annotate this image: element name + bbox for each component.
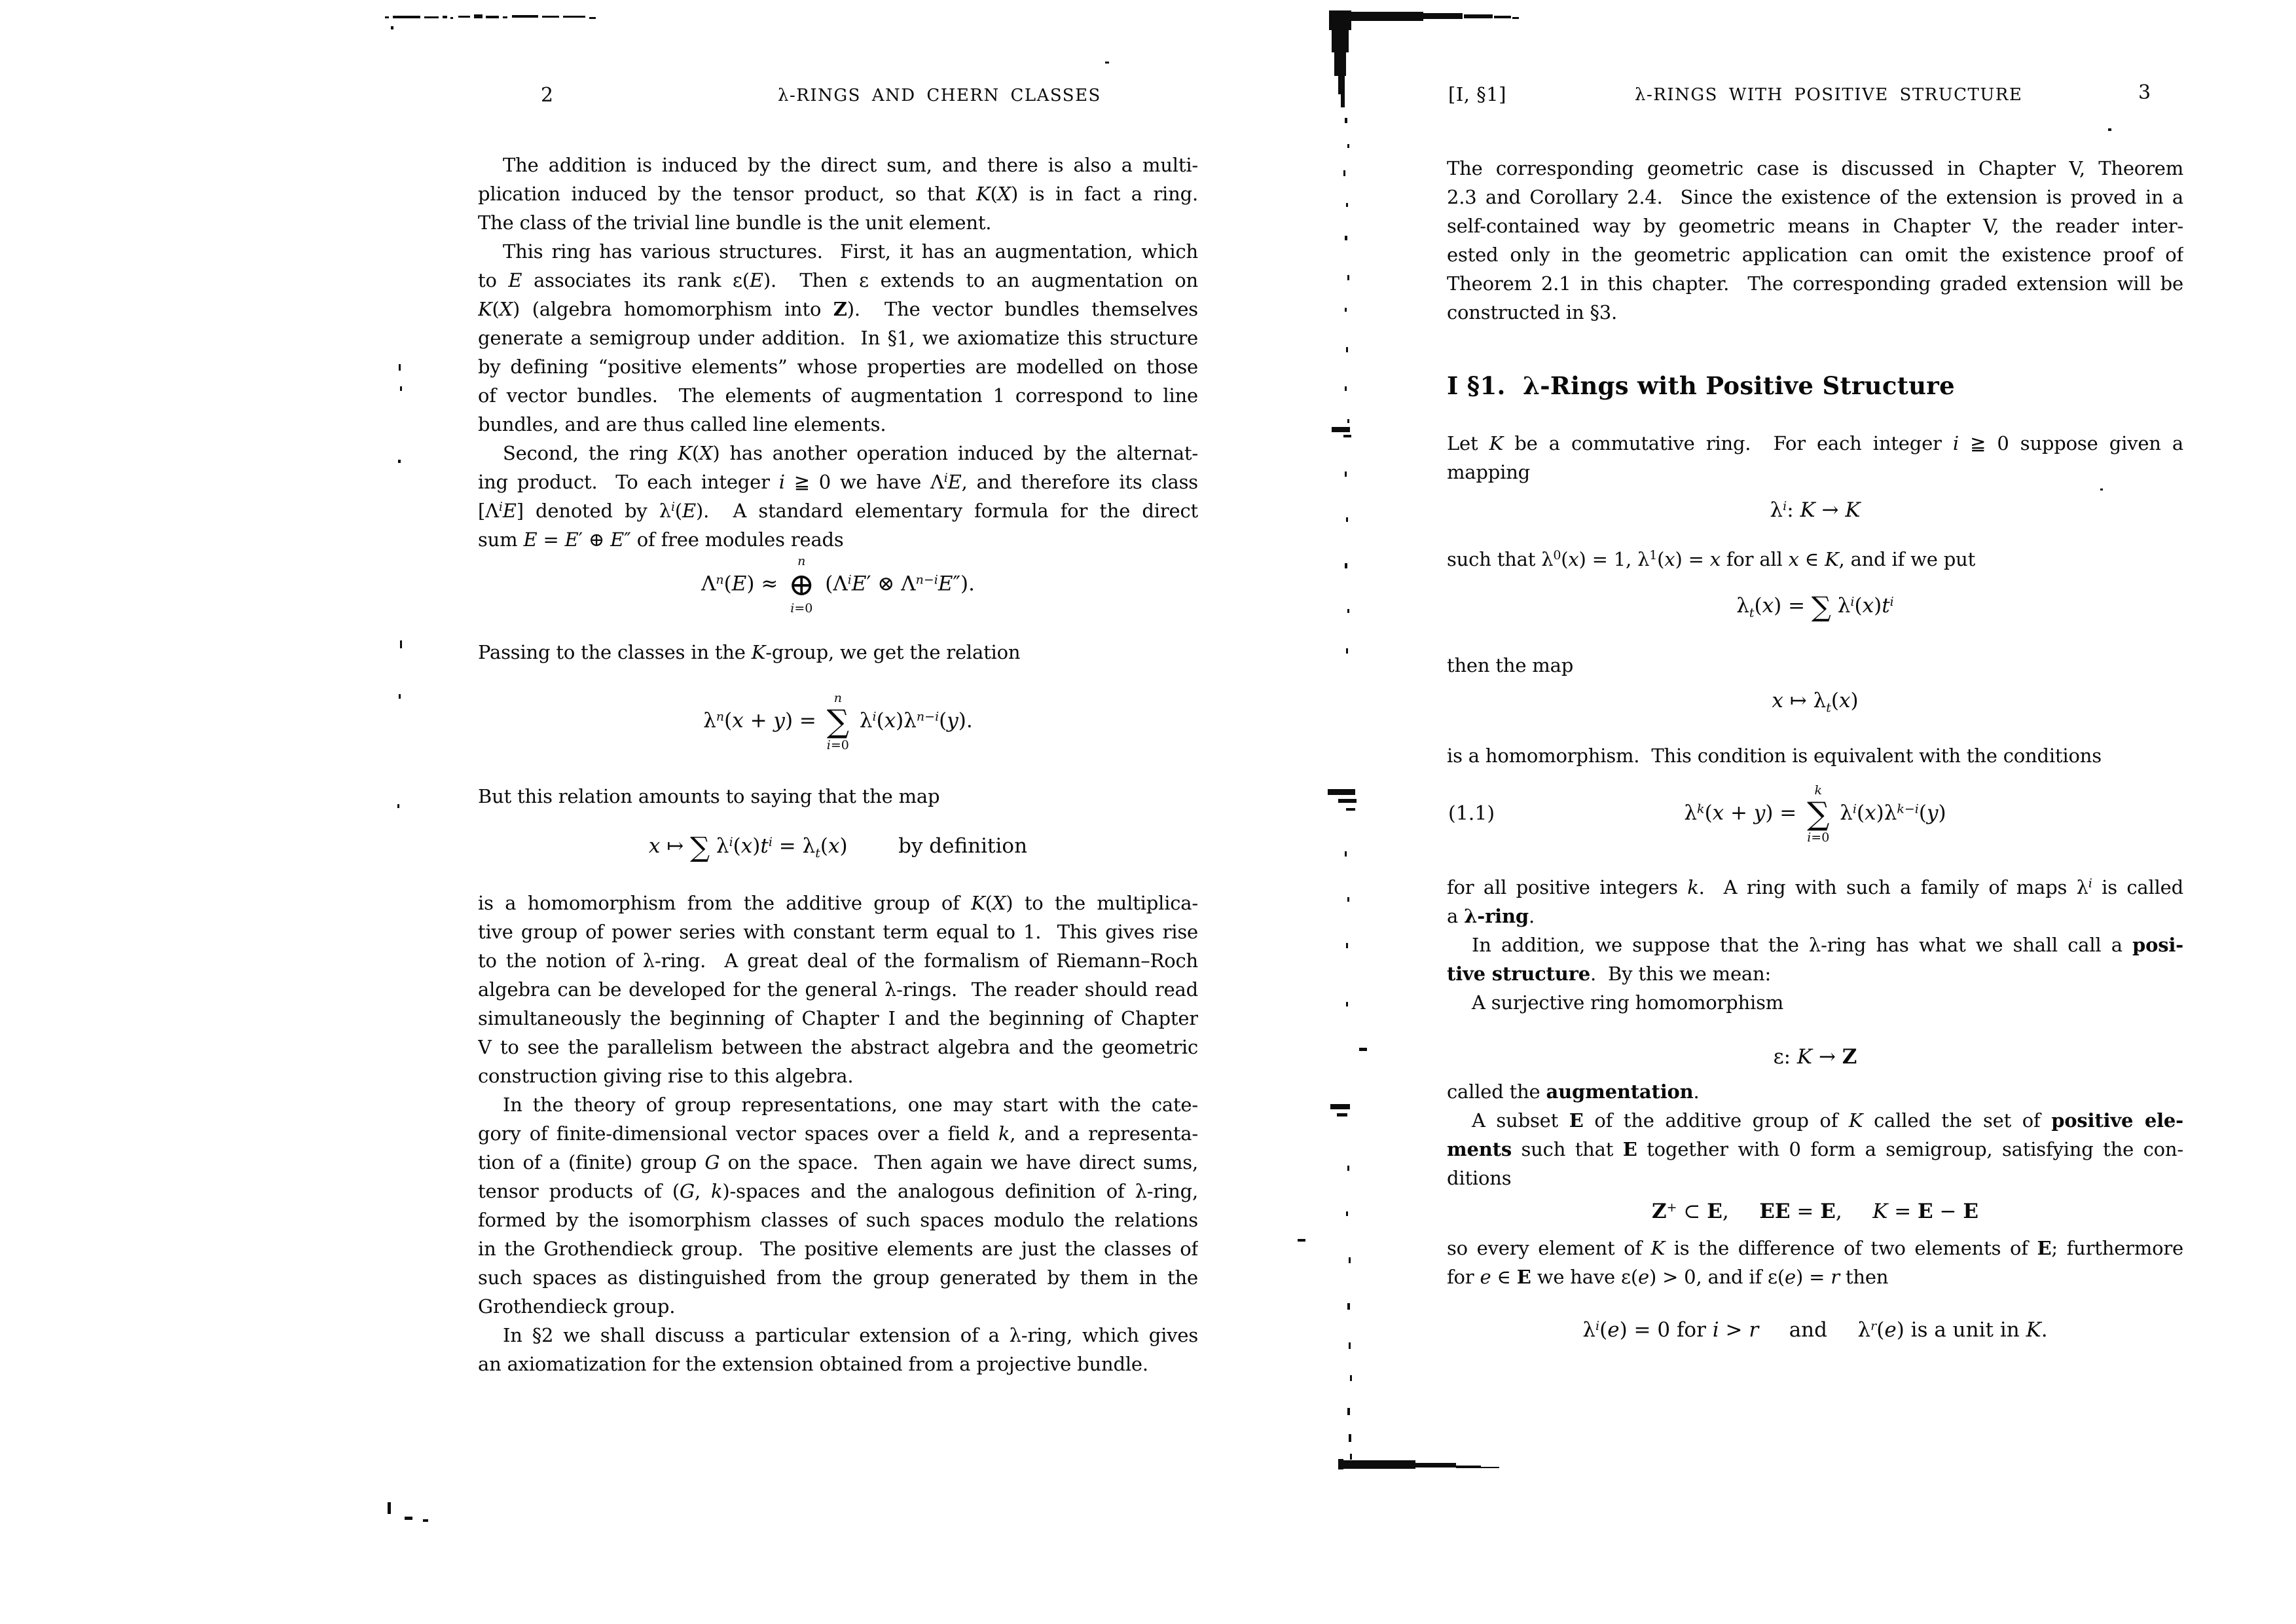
scan-artifact xyxy=(1347,419,1349,423)
scan-artifact xyxy=(589,17,596,19)
text-line: A subset E of the additive group of K called the set of positive ele- xyxy=(1472,1109,2183,1132)
text-line: an axiomatization for the extension obtained from a projective bundle. xyxy=(478,1353,1148,1375)
display-formula xyxy=(1447,590,2183,621)
scan-artifact xyxy=(385,16,389,18)
scan-artifact xyxy=(398,460,401,463)
formula-text: Z+ ⊂ E, EE = E, K = E − E xyxy=(1651,1200,1979,1223)
text-line: tive structure. By this we mean: xyxy=(1447,963,1772,985)
scan-artifact xyxy=(542,16,559,18)
scan-artifact xyxy=(1347,1166,1349,1171)
scan-artifact xyxy=(486,16,499,18)
text-line: V to see the parallelism between the abstract algebra and the geometric xyxy=(478,1036,1198,1058)
formula-text: $\Lambda^n(E)$ ≈ n ⊕ i=0 ($\Lambda^iE'$ ⊗ $\Lambda^{n-i}E''$). xyxy=(701,554,975,616)
scan-artifact xyxy=(458,16,470,18)
scan-artifact xyxy=(1347,609,1349,613)
text-line: In the theory of group representations, one may start with the cate- xyxy=(503,1094,1198,1116)
paragraph xyxy=(478,151,1198,237)
scan-artifact xyxy=(393,16,420,18)
paragraph xyxy=(1447,154,2183,327)
text-line: $[\Lambda^iE]$ denoted by $\lambda^i(E)$. A standard elementary formula for the direct xyxy=(478,500,1198,522)
scan-artifact xyxy=(1464,14,1493,18)
scan-artifact xyxy=(1347,144,1349,148)
scan-artifact xyxy=(1105,62,1109,64)
scan-artifact xyxy=(1343,170,1345,176)
text-line: tensor products of (G, k)-spaces and the analogous definition of λ-ring, xyxy=(478,1180,1198,1202)
formula-text: $\lambda_t(x)$ = ∑ $\lambda^i(x)t^i$ xyxy=(1736,591,1894,623)
text-line: ments such that E together with 0 form a semigroup, satisfying the con- xyxy=(1447,1138,2183,1160)
paragraph xyxy=(1447,1077,2183,1106)
paragraph xyxy=(478,1321,1198,1378)
text-line: of vector bundles. The elements of augmentation 1 correspond to line xyxy=(478,384,1198,407)
right-running-title: λ-RINGS WITH POSITIVE STRUCTURE xyxy=(1635,85,2023,105)
scan-artifact xyxy=(399,364,401,371)
left-running-title: λ-RINGS AND CHERN CLASSES xyxy=(778,86,1101,105)
text-line: plication induced by the tensor product, so that K(X) is in fact a ring. xyxy=(478,183,1198,205)
text-line: mapping xyxy=(1447,461,1531,483)
scan-artifact xyxy=(1346,1211,1348,1216)
scan-artifact xyxy=(1346,943,1348,948)
scan-artifact xyxy=(423,1519,428,1522)
text-line: for all positive integers k. A ring with such a family of maps $\lambda^i$ is called xyxy=(1447,876,2183,898)
text-line: The corresponding geometric case is discussed in Chapter V, Theorem xyxy=(1447,157,2183,179)
text-line: In §2 we shall discuss a particular extension of a λ-ring, which gives xyxy=(503,1324,1198,1346)
formula-text: $\lambda^i(e) = 0$ for i > r and $\lambda^r(e)$ is a unit in K. xyxy=(1582,1318,2048,1342)
scan-artifact xyxy=(1349,1257,1351,1263)
scan-artifact xyxy=(1512,17,1519,19)
paragraph xyxy=(1447,1106,2183,1192)
scan-artifact xyxy=(1351,12,1423,21)
display-formula xyxy=(1447,685,2183,716)
scan-artifact xyxy=(563,16,585,18)
scan-artifact xyxy=(1343,1460,1415,1469)
paragraph xyxy=(478,439,1198,554)
text-line: This ring has various structures. First, it has an augmentation, which xyxy=(503,240,1198,263)
text-line: tion of a (finite) group G on the space. Then again we have direct sums, xyxy=(478,1151,1198,1173)
scan-artifact xyxy=(1345,308,1347,312)
scan-artifact xyxy=(1349,1434,1351,1442)
scan-artifact xyxy=(1345,236,1347,240)
text-line: Let K be a commutative ring. For each integer i ≧ 0 suppose given a xyxy=(1447,432,2183,454)
text-line: K(X) (algebra homomorphism into Z). The vector bundles themselves xyxy=(478,298,1198,320)
text-line: Second, the ring K(X) has another operation induced by the alternat- xyxy=(503,442,1198,464)
text-line: But this relation amounts to saying that the map xyxy=(478,785,940,807)
scan-artifact xyxy=(1494,16,1511,18)
text-line: is a homomorphism. This condition is equivalent with the conditions xyxy=(1447,745,2102,767)
text-line: formed by the isomorphism classes of such spaces modulo the relations xyxy=(478,1209,1198,1231)
text-line: then the map xyxy=(1447,654,1574,676)
text-line: such spaces as distinguished from the group generated by them in the xyxy=(478,1266,1198,1289)
scan-artifact xyxy=(1423,13,1463,19)
scan-artifact xyxy=(1337,1113,1347,1116)
text-line: Passing to the classes in the K-group, we get the relation xyxy=(478,641,1021,663)
scan-artifact xyxy=(1338,1459,1343,1469)
text-line: self-contained way by geometric means in Chapter V, the reader inter- xyxy=(1447,215,2183,237)
formula-text: $\lambda^i$: K → K xyxy=(1770,498,1861,522)
scan-artifact xyxy=(1334,52,1346,76)
scan-artifact xyxy=(405,1517,412,1520)
text-line: construction giving rise to this algebra. xyxy=(478,1065,854,1087)
formula-text: $\lambda^n(x + y)$ = n ∑ i=0 $\lambda^i(x)\lambda^{n-i}(y)$. xyxy=(703,691,973,752)
right-page-body xyxy=(1447,154,2183,1346)
formula-text: ε: K → Z xyxy=(1773,1045,1857,1069)
paragraph xyxy=(478,638,1198,667)
scan-artifact xyxy=(424,16,439,18)
chapter-section-ref: [I, §1] xyxy=(1448,83,1506,105)
scan-artifact xyxy=(391,26,393,29)
equation-number: (1.1) xyxy=(1448,802,1495,825)
scan-artifact xyxy=(1298,1239,1305,1242)
scan-artifact xyxy=(1345,118,1347,123)
text-line: by defining “positive elements” whose properties are modelled on those xyxy=(478,356,1198,378)
text-line: A surjective ring homomorphism xyxy=(1472,991,1784,1014)
text-line: for e ∈ E we have ε(e) > 0, and if ε(e) = r then xyxy=(1447,1266,1889,1288)
scan-artifact xyxy=(388,1502,391,1514)
scan-artifact xyxy=(1359,1048,1367,1051)
scan-artifact xyxy=(1346,517,1348,522)
paragraph xyxy=(1447,873,2183,931)
text-line: such that $\lambda^0(x) = 1$, $\lambda^1(x) = x$ for all x ∈ K, and if we put xyxy=(1447,548,1976,570)
paragraph xyxy=(478,889,1198,1090)
display-formula xyxy=(1447,1314,2183,1346)
text-line: ing product. To each integer i ≧ 0 we have $\Lambda^iE$, and therefore its class xyxy=(478,471,1198,493)
text-line: The addition is induced by the direct sum, and there is also a multi- xyxy=(503,154,1198,176)
scan-artifact xyxy=(1350,1375,1352,1381)
scan-artifact xyxy=(1350,1454,1352,1460)
text-line: in the Grothendieck group. The positive elements are just the classes of xyxy=(478,1238,1198,1260)
scan-artifact xyxy=(2108,128,2111,131)
display-formula xyxy=(1447,783,2183,845)
text-line: Theorem 2.1 in this chapter. The corresponding graded extension will be xyxy=(1447,272,2183,295)
scan-artifact xyxy=(400,386,402,391)
text-line: called the augmentation. xyxy=(1447,1080,1700,1103)
display-formula xyxy=(478,830,1198,862)
section-heading: I §1. λ-Rings with Positive Structure xyxy=(1447,371,1955,400)
scan-artifact xyxy=(1349,1342,1351,1349)
scan-artifact xyxy=(1347,1408,1350,1415)
scan-artifact xyxy=(1338,76,1345,94)
text-line: so every element of K is the difference of two elements of E; furthermore xyxy=(1447,1237,2183,1259)
formula-text: x ↦ $\lambda_t(x)$ xyxy=(1772,689,1859,715)
scan-artifact xyxy=(1347,275,1349,280)
paragraph xyxy=(1447,545,2183,574)
text-line: to E associates its rank ε(E). Then ε extends to an augmentation on xyxy=(478,269,1198,291)
scan-artifact xyxy=(1346,808,1355,811)
scan-artifact xyxy=(399,694,401,699)
display-formula xyxy=(1447,1196,2183,1227)
display-formula xyxy=(1447,494,2183,526)
scan-artifact xyxy=(1415,1463,1456,1467)
scan-artifact xyxy=(1330,1104,1350,1109)
text-line: a λ-ring. xyxy=(1447,905,1535,927)
paragraph xyxy=(478,237,1198,439)
paragraph xyxy=(1447,988,2183,1017)
text-line: ested only in the geometric application can omit the existence proof of xyxy=(1447,244,2183,266)
display-formula xyxy=(1447,1041,2183,1073)
left-page-body xyxy=(478,151,1198,1378)
scan-artifact xyxy=(1332,30,1349,52)
scan-artifact xyxy=(450,17,453,19)
scan-artifact xyxy=(1345,563,1347,568)
scan-artifact xyxy=(1345,851,1347,857)
scan-artifact xyxy=(1341,94,1345,107)
text-line: 2.3 and Corollary 2.4. Since the existence of the extension is proved in a xyxy=(1447,186,2183,208)
scan-artifact xyxy=(1343,435,1351,437)
scan-artifact xyxy=(1347,1303,1350,1310)
scan-artifact xyxy=(1345,386,1347,391)
scan-artifact xyxy=(1345,471,1347,477)
paragraph xyxy=(1447,1234,2183,1291)
paragraph xyxy=(478,1090,1198,1321)
scan-artifact xyxy=(1346,347,1348,352)
display-formula xyxy=(478,691,1198,752)
text-line: The class of the trivial line bundle is the unit element. xyxy=(478,212,992,234)
display-formula xyxy=(478,554,1198,616)
text-line: tive group of power series with constant term equal to 1. This gives rise xyxy=(478,921,1198,943)
scan-artifact xyxy=(2100,489,2103,490)
scan-artifact xyxy=(1329,10,1351,30)
paragraph xyxy=(1447,931,2183,988)
scan-artifact xyxy=(1346,648,1348,654)
scan-artifact xyxy=(1346,1002,1348,1006)
text-line: gory of finite-dimensional vector spaces over a field k, and a representa- xyxy=(478,1122,1198,1145)
scan-artifact xyxy=(1346,203,1348,207)
text-line: In addition, we suppose that the λ-ring has what we shall call a posi- xyxy=(1472,934,2183,956)
scan-artifact xyxy=(1456,1466,1481,1468)
scan-artifact xyxy=(400,640,402,648)
text-line: Grothendieck group. xyxy=(478,1295,676,1318)
scan-artifact xyxy=(1338,799,1357,803)
scan-artifact xyxy=(1328,789,1355,795)
scan-artifact xyxy=(474,14,483,18)
formula-text: x ↦ ∑ $\lambda^i(x)t^i = \lambda_t(x)$ by definition xyxy=(648,831,1028,863)
paragraph xyxy=(1447,429,2183,487)
text-line: bundles, and are thus called line elements. xyxy=(478,413,886,435)
left-page-number: 2 xyxy=(541,84,554,107)
scan-artifact xyxy=(1481,1467,1499,1468)
paragraph xyxy=(478,782,1198,811)
scan-artifact xyxy=(443,16,447,18)
text-line: algebra can be developed for the general λ-rings. The reader should read xyxy=(478,978,1198,1001)
right-page-number: 3 xyxy=(2138,81,2151,104)
scan-artifact xyxy=(1332,427,1350,432)
paragraph xyxy=(1447,741,2183,770)
text-line: sum E = E′ ⊕ E″ of free modules reads xyxy=(478,528,844,551)
paragraph xyxy=(1447,651,2183,680)
text-line: ditions xyxy=(1447,1167,1512,1189)
text-line: constructed in §3. xyxy=(1447,301,1618,323)
formula-text: $\lambda^k(x + y)$ = k ∑ i=0 $\lambda^i(x)\lambda^{k-i}(y)$ xyxy=(1684,783,1946,845)
scan-artifact xyxy=(1347,897,1349,902)
scan-artifact xyxy=(503,16,507,18)
scan-artifact xyxy=(397,804,399,808)
text-line: simultaneously the beginning of Chapter I and the beginning of Chapter xyxy=(478,1007,1198,1029)
text-line: generate a semigroup under addition. In §1, we axiomatize this structure xyxy=(478,327,1198,349)
text-line: is a homomorphism from the additive group of K(X) to the multiplica- xyxy=(478,892,1198,914)
text-line: to the notion of λ-ring. A great deal of the formalism of Riemann–Roch xyxy=(478,950,1198,972)
scan-artifact xyxy=(512,15,538,18)
